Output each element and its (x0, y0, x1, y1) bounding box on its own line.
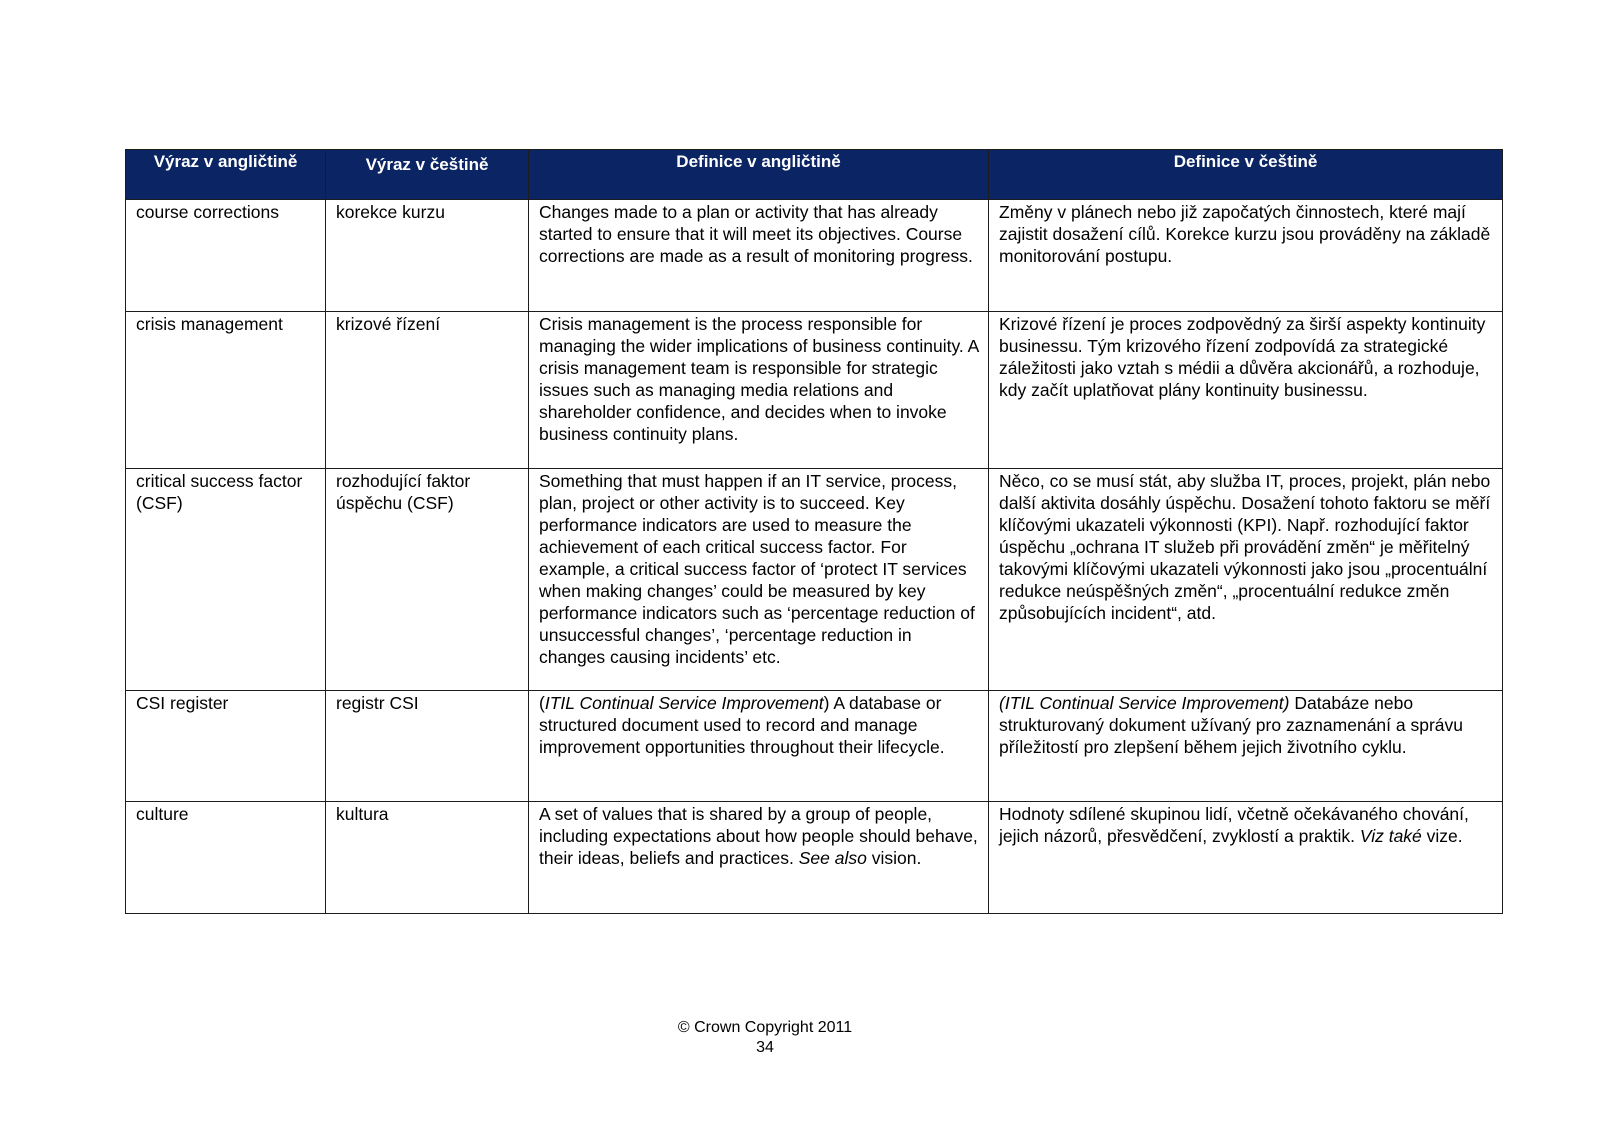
definition-text: Hodnoty sdílené skupinou lidí, včetně očekávaného chování, jejich názorů, přesvědčení, zvyklostí a praktik. (999, 804, 1469, 846)
definition-text: ) A database or structured document used to record and manage improvement opportunities throughout their lifecycle. (539, 693, 945, 757)
czech-term-cell: korekce kurzu (326, 200, 529, 312)
english-term-cell: CSI register (126, 691, 326, 802)
czech-definition-cell: Něco, co se musí stát, aby služba IT, proces, projekt, plán nebo další aktivita dosáhly úspěchu. Dosažení tohoto faktoru se měří klíčovými ukazateli výkonnosti (KPI). Např. rozhodující faktor úspěchu „ochrana IT služeb při provádění změn“ je měřitelný takovými klíčovými ukazateli výkonnosti jako jsou „procentuální redukce neúspěšných změn“, „procentuální redukce změn způsobujících incident“, atd. (989, 469, 1503, 691)
see-also-label: Viz také (1359, 826, 1422, 846)
header-english-term: Výraz v angličtině (126, 150, 326, 200)
czech-definition-cell (989, 802, 1503, 914)
table-row (126, 469, 1503, 691)
copyright-notice: © Crown Copyright 2011 (677, 1019, 853, 1036)
table-row (126, 802, 1503, 914)
english-definition-cell: Crisis management is the process responsible for managing the wider implications of business continuity. A crisis management team is responsible for strategic issues such as managing media relations and shareholder confidence, and decides when to invoke business continuity plans. (529, 312, 989, 469)
czech-term-cell: kultura (326, 802, 529, 914)
see-also-label: See also (798, 848, 867, 868)
glossary-table (125, 149, 1503, 914)
table-row (126, 312, 1503, 469)
czech-definition-cell: Změny v plánech nebo již započatých činnostech, které mají zajistit dosažení cílů. Korekce kurzu jsou prováděny na základě monitorování postupu. (989, 200, 1503, 312)
czech-term-cell: rozhodující faktor úspěchu (CSF) (326, 469, 529, 691)
english-term-cell: course corrections (126, 200, 326, 312)
definition-italic-source: (ITIL Continual Service Improvement) (999, 693, 1290, 713)
czech-term-cell: registr CSI (326, 691, 529, 802)
czech-term-cell: krizové řízení (326, 312, 529, 469)
header-english-definition: Definice v angličtině (529, 150, 989, 200)
czech-definition-cell (989, 691, 1503, 802)
definition-tail: vision. (866, 848, 922, 868)
definition-text: A set of values that is shared by a group of people, including expectations about how people should behave, their ideas, beliefs and practices. (539, 804, 978, 868)
header-czech-term: Výraz v češtině (326, 150, 529, 200)
czech-definition-cell: Krizové řízení je proces zodpovědný za širší aspekty kontinuity businessu. Tým krizového řízení zodpovídá za strategické záležitosti jako vztah s médii a důvěra akcionářů, a rozhoduje, kdy začít uplatňovat plány kontinuity businessu. (989, 312, 1503, 469)
table-row (126, 200, 1503, 312)
definition-tail: vize. (1421, 826, 1463, 846)
english-definition-cell: Something that must happen if an IT service, process, plan, project or other activity is to succeed. Key performance indicators are used to measure the achievement of each critical success factor. For example, a critical success factor of ‘protect IT services when making changes’ could be measured by key performance indicators such as ‘percentage reduction of unsuccessful changes’, ‘percentage reduction in changes causing incidents’ etc. (529, 469, 989, 691)
header-czech-definition: Definice v češtině (989, 150, 1503, 200)
page-number: 34 (756, 1039, 774, 1056)
english-term-cell: critical success factor (CSF) (126, 469, 326, 691)
english-term-cell: culture (126, 802, 326, 914)
definition-italic-source: ITIL Continual Service Improvement (544, 693, 824, 713)
english-definition-cell: Changes made to a plan or activity that has already started to ensure that it will meet its objectives. Course corrections are made as a result of monitoring progress. (529, 200, 989, 312)
english-definition-cell: (ITIL Continual Service Improvement) A database or structured document used to record and manage improvement opportunities throughout their lifecycle. (529, 691, 989, 802)
table-row (126, 691, 1503, 802)
english-term-cell: crisis management (126, 312, 326, 469)
english-definition-cell (529, 802, 989, 914)
definition-text: Databáze nebo strukturovaný dokument užívaný pro zaznamenání a správu příležitostí pro zlepšení během jejich životního cyklu. (999, 693, 1463, 757)
header-row (126, 150, 1503, 200)
